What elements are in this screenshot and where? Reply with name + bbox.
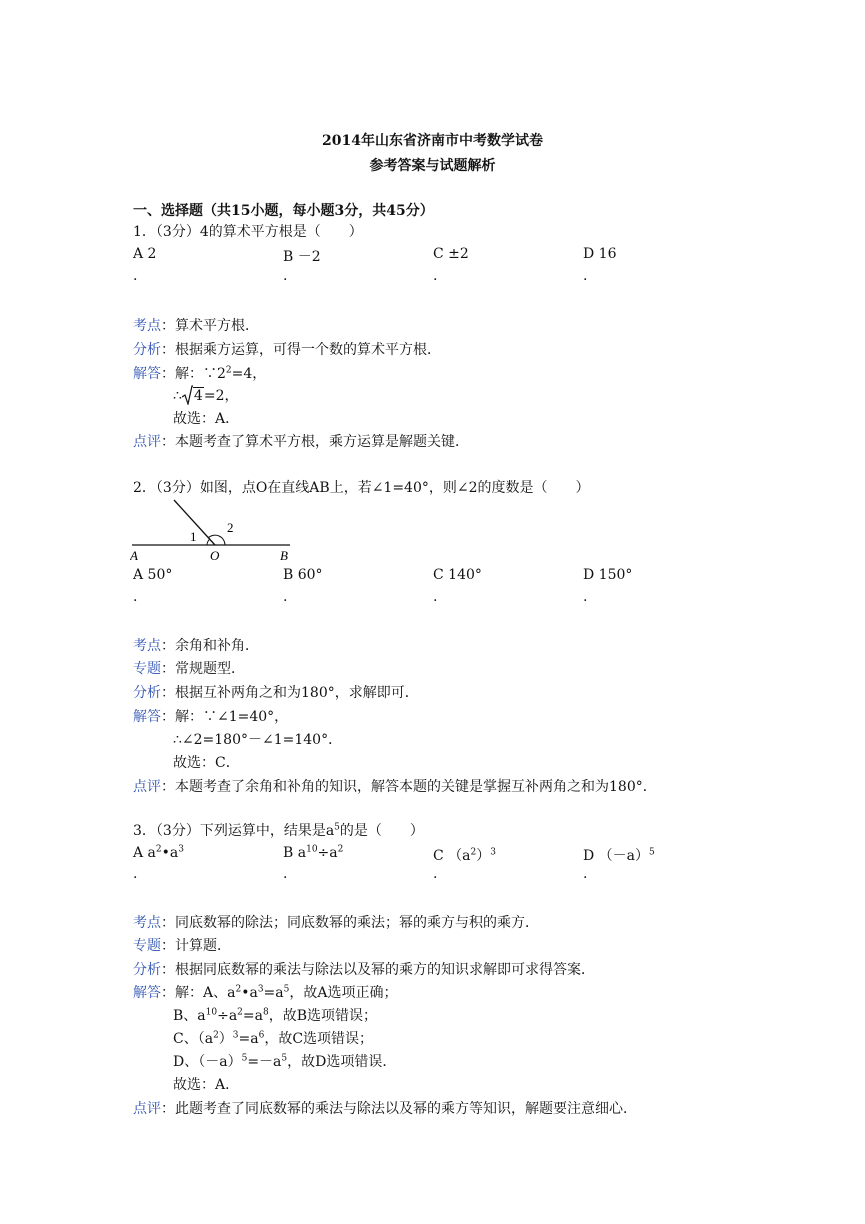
q3-jieda-a-sup2: 3 bbox=[257, 984, 264, 995]
q2-kaodian bbox=[133, 635, 259, 655]
q1-jieda-sup: 2 bbox=[225, 365, 232, 376]
q3-opt-a-text-b: •a bbox=[161, 845, 179, 861]
fenxi-tag: 分析 bbox=[133, 962, 161, 978]
q3-opt-a-text: A a bbox=[133, 845, 156, 861]
jieda-tag: 解答 bbox=[133, 985, 161, 1001]
q3-jieda-b-text-b: ÷a bbox=[217, 1008, 238, 1024]
q1-option-b-dot: . bbox=[283, 268, 288, 284]
q2-option-d-dot: . bbox=[583, 589, 588, 605]
q2-option-a-dot: . bbox=[133, 589, 138, 605]
q3-opt-c-text: C （a bbox=[433, 848, 471, 864]
q3-opt-b-text: B a bbox=[283, 845, 307, 861]
q2-jieda-text: ：解：∵∠1=40°， bbox=[161, 709, 289, 725]
therefore-symbol: ∴ bbox=[173, 388, 182, 404]
q3-fenxi-text: ：根据同底数幂的乘法与除法以及幂的乘方的知识求解即可求得答案． bbox=[161, 962, 595, 978]
q1-dianping-text: ：本题考查了算术平方根，乘方运算是解题关键． bbox=[161, 434, 469, 450]
q1-option-c-dot: . bbox=[433, 268, 438, 284]
q3-option-b-dot: . bbox=[283, 866, 288, 882]
question-1-stem: 1．（3分）4的算术平方根是（ ） bbox=[133, 224, 363, 240]
q3-opt-d-sup: 5 bbox=[649, 847, 655, 858]
question-3-stem bbox=[133, 820, 424, 840]
fenxi-tag: 分析 bbox=[133, 342, 161, 358]
q1-option-c: C ±2 bbox=[433, 246, 469, 262]
q3-option-c bbox=[433, 845, 496, 865]
q3-jieda-c bbox=[173, 1028, 373, 1048]
q3-jieda bbox=[133, 982, 397, 1002]
q3-opt-d-text: D （－a） bbox=[583, 848, 650, 864]
q2-dianping-text: ：本题考查了余角和补角的知识，解答本题的关键是掌握互补两角之和为180°． bbox=[161, 779, 657, 795]
q1-kaodian-text: ：算术平方根． bbox=[161, 318, 259, 334]
q3-jieda-b-text: B、a bbox=[173, 1008, 206, 1024]
q3-opt-b-sup1: 10 bbox=[306, 844, 318, 855]
q3-jieda-b-text-d: ，故B选项错误； bbox=[268, 1008, 378, 1024]
q3-jieda-a-text-b: •a bbox=[241, 985, 258, 1001]
label-o: O bbox=[210, 548, 220, 563]
q3-option-c-dot: . bbox=[433, 866, 438, 882]
q3-option-a-dot: . bbox=[133, 866, 138, 882]
q3-jieda-c-text: C、（a bbox=[173, 1031, 214, 1047]
q3-jieda-c-text-d: ，故C选项错误； bbox=[264, 1031, 374, 1047]
kaodian-tag: 考点 bbox=[133, 638, 161, 654]
dianping-tag: 点评 bbox=[133, 779, 161, 795]
q3-opt-b-text-b: ÷a bbox=[317, 845, 338, 861]
q3-jieda-b bbox=[173, 1005, 377, 1025]
q1-jieda-line3: 故选：A． bbox=[173, 411, 240, 427]
q3-jieda-c-text-c: =a bbox=[238, 1031, 259, 1047]
dianping-tag: 点评 bbox=[133, 434, 161, 450]
q1-dianping bbox=[133, 431, 469, 451]
q3-jieda-d-sup1: 5 bbox=[241, 1053, 248, 1064]
q2-option-a: A 50° bbox=[133, 567, 173, 583]
q1-option-a-dot: . bbox=[133, 268, 138, 284]
q1-jieda-text: ：解：∵2 bbox=[161, 366, 226, 382]
q3-jieda-a-text-d: ，故A选项正确； bbox=[289, 985, 398, 1001]
q3-jieda-a-text: ：解：A、a bbox=[161, 985, 236, 1001]
q2-option-b: B 60° bbox=[283, 567, 323, 583]
zhuanti-tag: 专题 bbox=[133, 938, 161, 954]
q2-option-c-dot: . bbox=[433, 589, 438, 605]
q3-dianping bbox=[133, 1098, 637, 1118]
section-heading: 一、选择题（共15小题，每小题3分，共45分） bbox=[133, 203, 434, 219]
q1-option-a: A 2 bbox=[133, 246, 157, 262]
question-2-stem: 2．（3分）如图，点O在直线AB上，若∠1=40°，则∠2的度数是（ ） bbox=[133, 480, 590, 496]
q2-zhuanti-text: ：常规题型． bbox=[161, 661, 245, 677]
q3-opt-c-text-b: ） bbox=[476, 848, 491, 864]
q1-kaodian bbox=[133, 315, 259, 335]
q2-option-c: C 140° bbox=[433, 567, 482, 583]
q3-jieda-c-sup1: 2 bbox=[213, 1030, 219, 1041]
q3-kaodian-text: ：同底数幂的除法；同底数幂的乘法；幂的乘方与积的乘方． bbox=[161, 915, 539, 931]
q1-jieda-line2 bbox=[173, 385, 238, 405]
q2-fenxi-text: ：根据互补两角之和为180°，求解即可． bbox=[161, 685, 419, 701]
page-subtitle: 参考答案与试题解析 bbox=[369, 158, 496, 174]
q3-jieda-d-text-c: ，故D选项错误． bbox=[287, 1054, 397, 1070]
q3-fenxi bbox=[133, 959, 595, 979]
page-title: 2014年山东省济南市中考数学试卷 bbox=[322, 133, 543, 149]
zhuanti-tag: 专题 bbox=[133, 661, 161, 677]
q3-zhuanti bbox=[133, 935, 231, 955]
q3-jieda-d bbox=[173, 1051, 396, 1071]
q3-jieda-a-sup3: 5 bbox=[283, 984, 290, 995]
q2-kaodian-text: ：余角和补角． bbox=[161, 638, 259, 654]
q3-zhuanti-text: ：计算题． bbox=[161, 938, 231, 954]
q2-jieda-line2: ∴∠2=180°－∠1=140°． bbox=[173, 732, 343, 748]
q3-option-b bbox=[283, 845, 343, 861]
q3-option-a bbox=[133, 845, 184, 861]
q3-dianping-text: ：此题考查了同底数幂的乘法与除法以及幂的乘方等知识，解题要注意细心． bbox=[161, 1101, 637, 1117]
q3-jieda-c-sup3: 6 bbox=[258, 1030, 265, 1041]
q1-fenxi bbox=[133, 339, 441, 359]
jieda-tag: 解答 bbox=[133, 709, 161, 725]
sqrt-radicand: 4 bbox=[193, 388, 203, 404]
q3-jieda-b-sup2: 2 bbox=[237, 1007, 243, 1018]
kaodian-tag: 考点 bbox=[133, 915, 161, 931]
q2-zhuanti bbox=[133, 658, 245, 678]
sqrt-icon bbox=[182, 385, 204, 405]
q3-jieda-end: 故选：A． bbox=[173, 1077, 240, 1093]
q3-jieda-d-text: D、（－a） bbox=[173, 1054, 242, 1070]
q3-opt-c-sup1: 2 bbox=[470, 847, 477, 858]
q1-option-b: B －2 bbox=[283, 249, 321, 265]
q1-jieda-line2-text: =2， bbox=[203, 388, 239, 404]
q2-option-d: D 150° bbox=[583, 567, 633, 583]
q3-opt-c-sup2: 3 bbox=[490, 847, 496, 858]
q3-jieda-b-sup1: 10 bbox=[205, 1007, 218, 1018]
q3-jieda-a-sup1: 2 bbox=[235, 984, 242, 995]
angle-figure bbox=[130, 496, 295, 564]
q3-option-d bbox=[583, 845, 655, 865]
q2-jieda-line3: 故选：C． bbox=[173, 755, 240, 771]
q2-dianping bbox=[133, 776, 657, 796]
q3-opt-a-sup2: 3 bbox=[178, 844, 184, 855]
q1-jieda bbox=[133, 363, 266, 383]
fenxi-tag: 分析 bbox=[133, 685, 161, 701]
q2-fenxi bbox=[133, 682, 419, 702]
q3-jieda-b-sup3: 8 bbox=[262, 1007, 269, 1018]
q3-stem-text: 3．（3分）下列运算中，结果是a bbox=[133, 823, 335, 839]
q1-jieda-text-b: =4， bbox=[231, 366, 267, 382]
q2-option-b-dot: . bbox=[283, 589, 288, 605]
kaodian-tag: 考点 bbox=[133, 318, 161, 334]
q3-option-d-dot: . bbox=[583, 866, 588, 882]
q3-jieda-d-text-b: =－a bbox=[247, 1054, 282, 1070]
q3-opt-a-sup1: 2 bbox=[155, 844, 162, 855]
q1-option-d: D 16 bbox=[583, 246, 617, 262]
q3-jieda-c-text-b: ） bbox=[218, 1031, 233, 1047]
label-b: B bbox=[280, 548, 288, 563]
q3-opt-b-sup2: 2 bbox=[337, 844, 344, 855]
q1-option-d-dot: . bbox=[583, 268, 588, 284]
label-a: A bbox=[130, 548, 138, 563]
q3-jieda-c-sup2: 3 bbox=[232, 1030, 239, 1041]
label-1: 1 bbox=[190, 529, 197, 544]
dianping-tag: 点评 bbox=[133, 1101, 161, 1117]
angle-1-arc bbox=[207, 539, 210, 545]
q1-fenxi-text: ：根据乘方运算，可得一个数的算术平方根． bbox=[161, 342, 441, 358]
q3-jieda-d-sup2: 5 bbox=[281, 1053, 288, 1064]
label-2: 2 bbox=[227, 520, 234, 535]
q3-stem-sup: 5 bbox=[334, 822, 340, 833]
q2-jieda bbox=[133, 706, 288, 726]
jieda-tag: 解答 bbox=[133, 366, 161, 382]
q3-jieda-b-text-c: =a bbox=[242, 1008, 263, 1024]
q3-stem-text-b: 的是（ ） bbox=[339, 823, 424, 839]
q3-jieda-a-text-c: =a bbox=[263, 985, 284, 1001]
q3-kaodian bbox=[133, 912, 539, 932]
